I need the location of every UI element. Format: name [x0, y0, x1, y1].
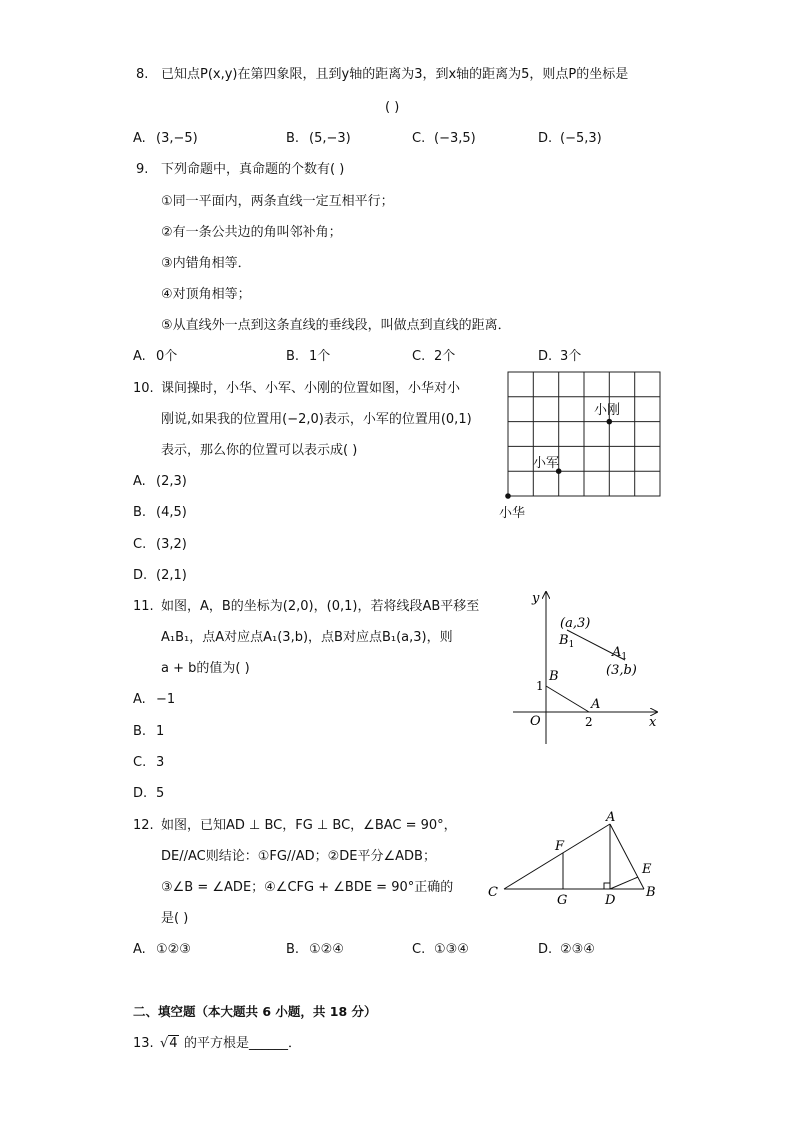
q10-stem-line-1: 课间操时，小华、小军、小刚的位置如图，小华对小	[161, 381, 461, 396]
q10-grid-figure	[494, 366, 669, 526]
q12-triangle-figure	[484, 808, 664, 910]
q9-stem: 下列命题中，真命题的个数有( )	[161, 162, 345, 177]
xiaogang-point	[607, 419, 613, 425]
segment-de	[610, 877, 638, 889]
segment-ca	[504, 824, 610, 889]
segment-ab	[546, 686, 589, 712]
q8-number: 8.	[136, 67, 149, 82]
x-axis-label: x	[649, 715, 657, 730]
q11-stem-line-1: 如图，A，B的坐标为(2,0)，(0,1)，若将线段AB平移至	[161, 599, 480, 614]
section-2-heading: 二、填空题（本大题共 6 小题，共 18 分）	[133, 1004, 377, 1019]
b1-label: $B_1$	[559, 633, 575, 650]
q9-statement-4: ④对顶角相等；	[161, 287, 251, 302]
point-d-label: D	[605, 893, 616, 908]
tick-1-label: 1	[536, 679, 544, 693]
q12-stem-line-4: 是( )	[161, 911, 189, 926]
y-axis-label: y	[532, 591, 540, 606]
point-e-label: E	[642, 862, 652, 877]
q9-statement-3: ③内错角相等．	[161, 256, 251, 271]
q11-coordinate-figure	[505, 586, 665, 748]
q9-statement-5: ⑤从直线外一点到这条直线的垂线段，叫做点到直线的距离．	[161, 318, 511, 333]
point-c-label: C	[488, 885, 498, 900]
point-a-label: A	[591, 697, 601, 712]
point-b-label: B	[646, 885, 656, 900]
a1-label: $A_1$	[612, 645, 628, 662]
point-g-label: G	[557, 893, 568, 908]
q10-number: 10.	[133, 381, 154, 396]
point-f-label: F	[555, 839, 565, 854]
q10-stem-line-2: 刚说,如果我的位置用(−2,0)表示，小军的位置用(0,1)	[161, 412, 472, 427]
origin-label: O	[530, 714, 541, 729]
q12-stem-line-3: ③∠B = ∠ADE；④∠CFG + ∠BDE = 90°正确的	[161, 880, 454, 895]
segment-ab	[610, 824, 644, 889]
q8-bracket: ( )	[385, 100, 400, 115]
q11-stem-line-2: A₁B₁，点A对应点A₁(3,b)，点B对应点B₁(a,3)，则	[161, 630, 453, 645]
q12-number: 12.	[133, 818, 154, 833]
right-angle-mark	[604, 883, 610, 889]
tick-2-label: 2	[585, 715, 593, 729]
a1-coord-label: (3,b)	[606, 663, 637, 678]
grid-lines	[508, 372, 660, 496]
q9-statement-2: ②有一条公共边的角叫邻补角；	[161, 225, 342, 240]
xiaogang-label: 小刚	[594, 403, 621, 418]
q12-stem-line-2: DE//AC则结论：①FG//AD；②DE平分∠ADB；	[161, 849, 436, 864]
q13-text: 的平方根是______．	[184, 1036, 302, 1051]
q13-number: 13.	[133, 1036, 154, 1051]
point-a-label: A	[606, 810, 616, 825]
q9-number: 9.	[136, 162, 149, 177]
q8-stem: 已知点P(x,y)在第四象限，且到y轴的距离为3，到x轴的距离为5，则点P的坐标是	[161, 67, 629, 82]
sqrt-expression	[160, 1035, 179, 1053]
q12-stem-line-1: 如图，已知AD ⊥ BC，FG ⊥ BC，∠BAC = 90°，	[161, 818, 457, 833]
xiaohua-point	[505, 493, 511, 499]
xiaojun-label: 小军	[533, 456, 560, 471]
xiaohua-label: 小华	[499, 506, 526, 521]
radical-sign: √	[160, 1036, 169, 1051]
point-b-label: B	[549, 669, 559, 684]
q9-statement-1: ①同一平面内，两条直线一定互相平行；	[161, 194, 394, 209]
q11-number: 11.	[133, 599, 154, 614]
b1-coord-label: (a,3)	[560, 616, 591, 631]
sqrt-radicand: 4	[169, 1036, 178, 1051]
q11-stem-line-3: a + b的值为( )	[161, 661, 250, 676]
q10-stem-line-3: 表示，那么你的位置可以表示成( )	[161, 443, 358, 458]
